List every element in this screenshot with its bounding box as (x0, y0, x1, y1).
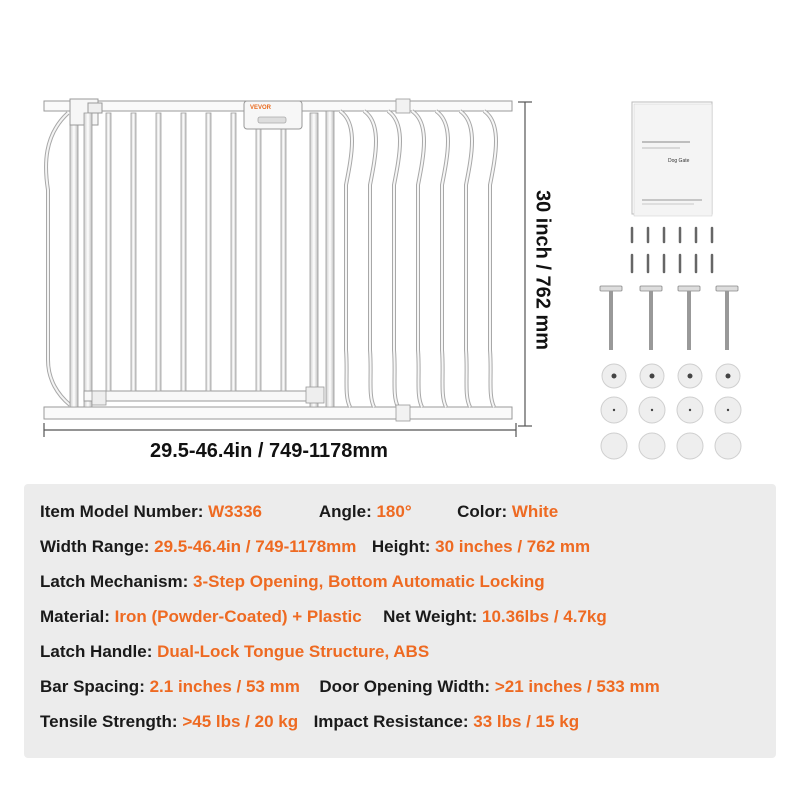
spec-value-angle: 180° (376, 502, 412, 521)
washers-icon (601, 364, 741, 459)
spec-key-impact-resistance: Impact Resistance: (313, 712, 469, 731)
spec-value-material: Iron (Powder-Coated) + Plastic (114, 607, 362, 626)
spec-value-net-weight: 10.36lbs / 4.7kg (482, 607, 607, 626)
spec-key-tensile-strength: Tensile Strength: (40, 712, 178, 731)
spec-key-door-opening: Door Opening Width: (319, 677, 491, 696)
spec-key-color: Color: (457, 502, 508, 521)
width-dimension-label: 29.5-46.4in / 749-1178mm (150, 440, 388, 462)
spec-value-tensile-strength: >45 lbs / 20 kg (182, 712, 299, 731)
spec-value-impact-resistance: 33 lbs / 15 kg (473, 712, 580, 731)
spec-key-height: Height: (371, 537, 431, 556)
spec-line (40, 642, 429, 662)
spec-line (40, 537, 590, 557)
spec-key-net-weight: Net Weight: (383, 607, 478, 626)
manual-icon (632, 102, 712, 216)
spec-value-latch-handle: Dual-Lock Tongue Structure, ABS (157, 642, 430, 661)
spec-value-width-range: 29.5-46.4in / 749-1178mm (154, 537, 357, 556)
gate-illustration (40, 95, 520, 435)
spec-key-angle: Angle: (318, 502, 372, 521)
spec-value-height: 30 inches / 762 mm (435, 537, 591, 556)
bolts-icon (600, 286, 738, 350)
spec-key-latch-mechanism: Latch Mechanism: (40, 572, 189, 591)
screws-icon (632, 228, 712, 272)
accessories-illustration (590, 100, 780, 470)
manual-title: Dog Gate (668, 158, 690, 164)
spec-value-bar-spacing: 2.1 inches / 53 mm (149, 677, 300, 696)
spec-line (40, 677, 660, 697)
spec-value-model: W3336 (208, 502, 263, 521)
spec-key-latch-handle: Latch Handle: (40, 642, 153, 661)
spec-panel (24, 484, 776, 758)
spec-line (40, 607, 607, 627)
spec-key-model: Item Model Number: (40, 502, 204, 521)
width-dimension-line (42, 420, 520, 440)
spec-line (40, 572, 545, 592)
spec-value-door-opening: >21 inches / 533 mm (494, 677, 660, 696)
spec-line (40, 712, 579, 732)
height-dimension-label: 30 inch / 762 mm (531, 189, 554, 351)
spec-value-color: White (511, 502, 559, 521)
spec-key-material: Material: (40, 607, 110, 626)
spec-key-width-range: Width Range: (40, 537, 150, 556)
spec-line (40, 502, 558, 522)
spec-value-latch-mechanism: 3-Step Opening, Bottom Automatic Locking (193, 572, 545, 591)
brand-logo: VEVOR (250, 105, 272, 111)
spec-key-bar-spacing: Bar Spacing: (40, 677, 145, 696)
